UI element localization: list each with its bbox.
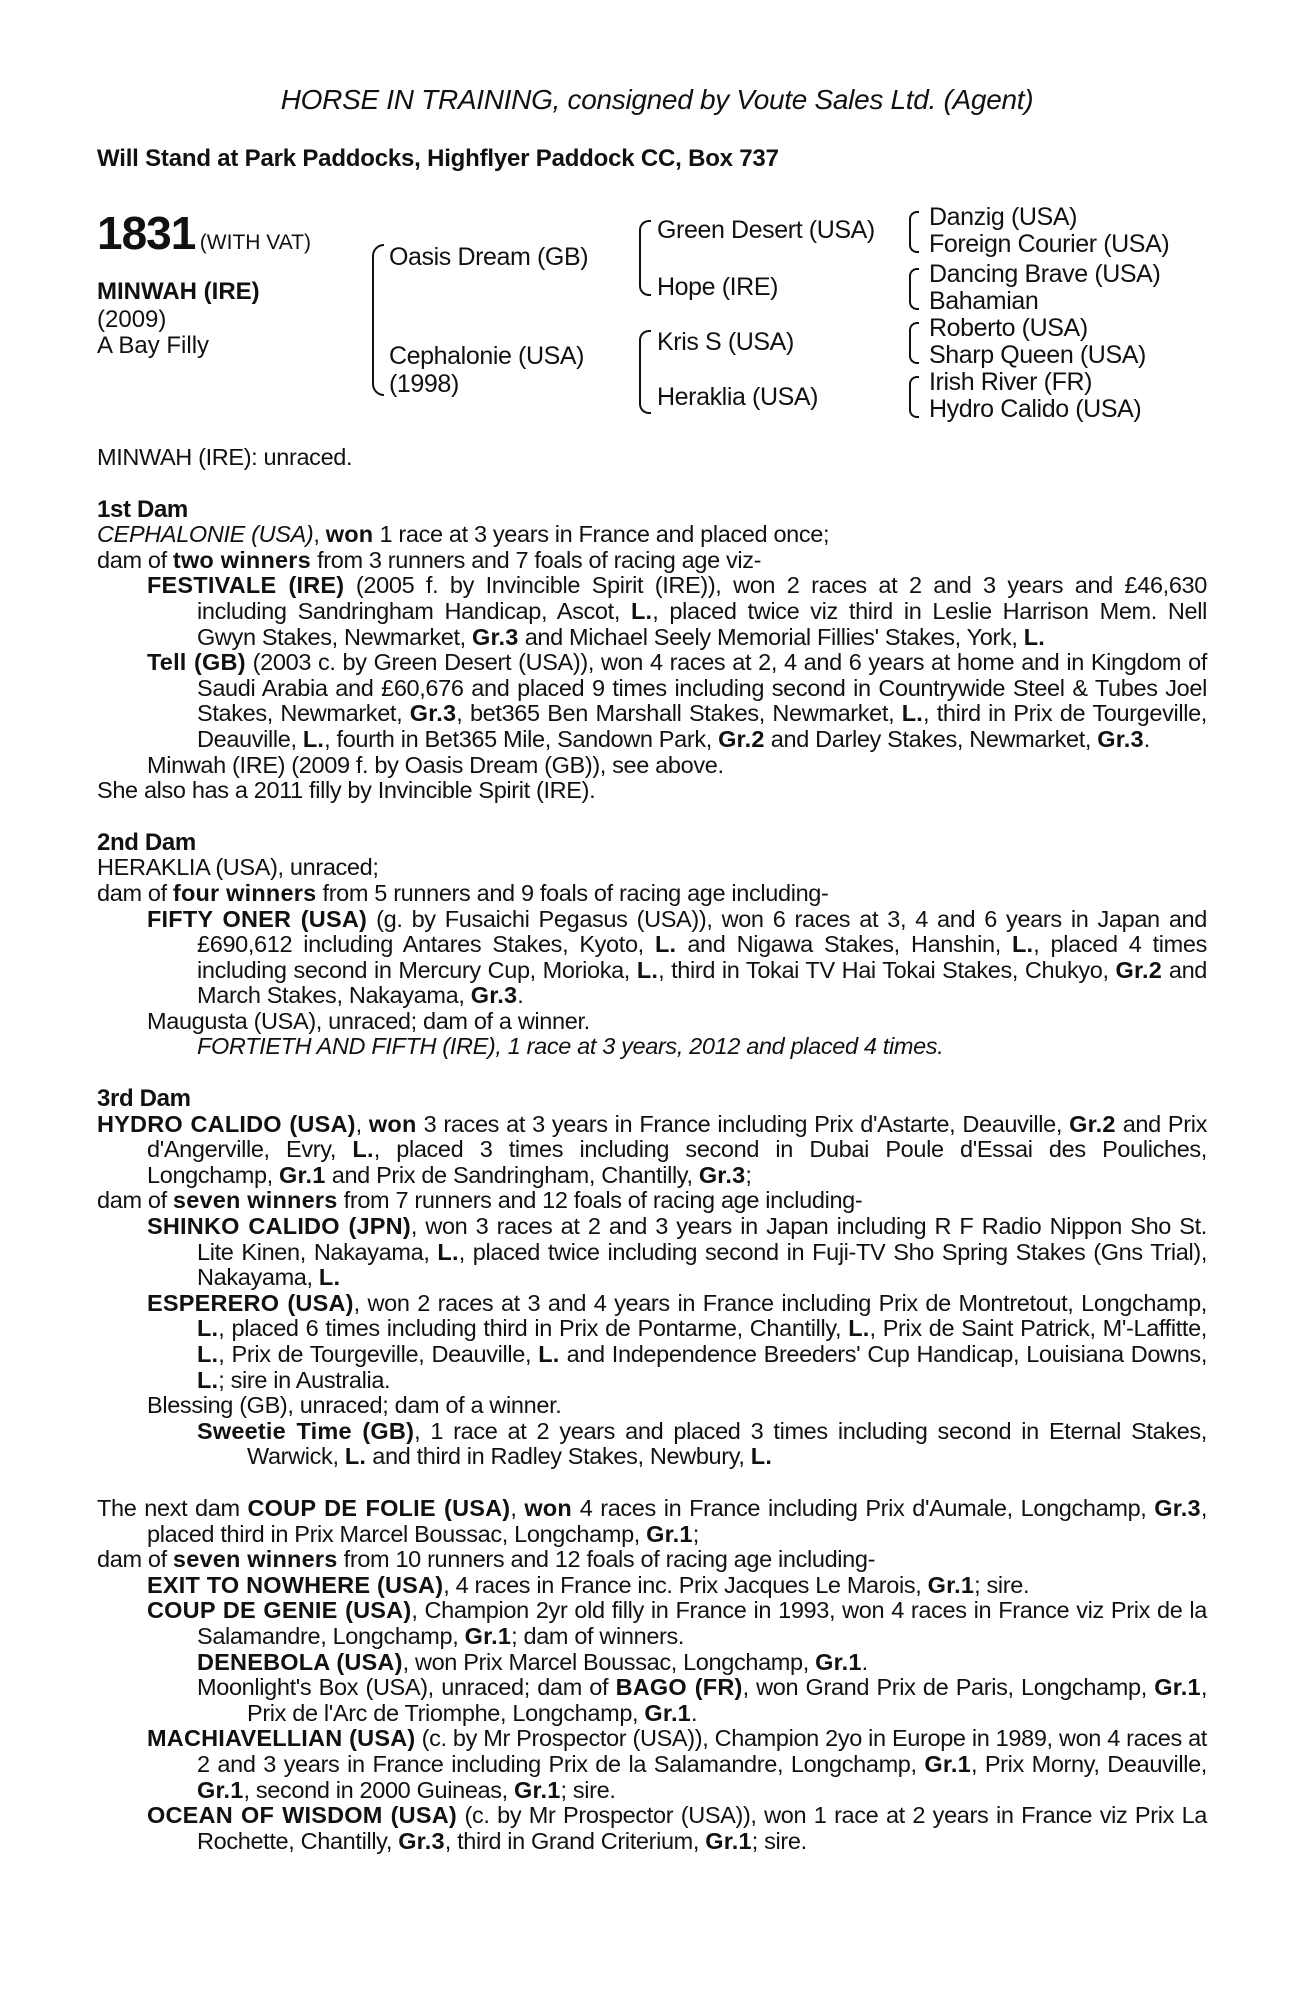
progeny-tell: Tell (GB) (2003 c. by Green Desert (USA)), won 4 races at 2, 4 and 6 years at home and in Kingdom of Saudi Arabia and £60,676 and placed 9 times including second in Countrywide Steel & Tubes Joel Stakes, Newmarket, Gr.3, bet365 Ben Marshall Stakes, Newmarket, L., third in Prix de Tourgeville, Deauville, L., fourth in Bet365 Mile, Sandown Park, Gr.2 and Darley Stakes, Newmarket, Gr.3. [147, 649, 1207, 752]
progeny-esperero: ESPERERO (USA), won 2 races at 3 and 4 years in France including Prix de Montretout, Longchamp, L., placed 6 times including third in Prix de Pontarme, Chantilly, L., Prix de Saint Patrick, M'-Laffitte, L., Prix de Tourgeville, Deauville, L. and Independence Breeders' Cup Handicap, Louisiana Downs, L.; sire in Australia. [147, 1289, 1207, 1393]
progeny-moonlights-box: Moonlight's Box (USA), unraced; dam of BAGO (FR), won Grand Prix de Paris, Longchamp, Gr.1, Prix de l'Arc de Triomphe, Longchamp, Gr.1. [197, 1674, 1207, 1726]
pedigree-sire: Oasis Dream (GB) [389, 243, 589, 271]
third-dam-produce: dam of seven winners from 7 runners and 12 foals of racing age including- [97, 1187, 863, 1214]
progeny-sweetie-time: Sweetie Time (GB), 1 race at 2 years and placed 3 times including second in Eternal Stakes, Warwick, L. and third in Radley Stakes, Newbury, L. [197, 1417, 1207, 1470]
pedigree-g1: Danzig (USA) [929, 203, 1078, 231]
pedigree-brace-g1 [909, 211, 919, 253]
pedigree-sire-sire: Green Desert (USA) [657, 216, 875, 244]
pedigree-brace-g4 [909, 376, 919, 418]
horse-description: A Bay Filly [97, 332, 210, 359]
progeny-blessing: Blessing (GB), unraced; dam of a winner. [147, 1392, 562, 1419]
horse-name: MINWAH (IRE) [97, 278, 260, 305]
progeny-denebola: DENEBOLA (USA), won Prix Marcel Boussac, Longchamp, Gr.1. [197, 1648, 868, 1675]
progeny-ocean-of-wisdom: OCEAN OF WISDOM (USA) (c. by Mr Prospector (USA)), won 1 race at 2 years in France viz Prix La Rochette, Chantilly, Gr.3, third in Grand Criterium, Gr.1; sire. [147, 1802, 1208, 1854]
pedigree-brace-dam [639, 330, 651, 414]
progeny-2011-filly: She also has a 2011 filly by Invincible Spirit (IRE). [97, 777, 596, 804]
lot-heading [97, 206, 311, 260]
third-dam-record: HYDRO CALIDO (USA), won 3 races at 3 years in France including Prix d'Astarte, Deauville, Gr.2 and Prix d'Angerville, Evry, L., placed 3 times including second in Dubai Poule d'Essai des Pouliches, Longchamp, Gr.1 and Prix de Sandringham, Chantilly, Gr.3; [97, 1110, 1208, 1188]
first-dam-record: CEPHALONIE (USA), won 1 race at 3 years in France and placed once; [97, 521, 830, 548]
pedigree-dam-year: (1998) [389, 370, 459, 398]
pedigree-g4: Bahamian [929, 287, 1039, 315]
next-dam-record: The next dam COUP DE FOLIE (USA), won 4 races in France including Prix d'Aumale, Longchamp, Gr.3, placed third in Prix Marcel Boussac, Longchamp, Gr.1; [97, 1494, 1207, 1547]
catalogue-body [97, 445, 1207, 1854]
progeny-exit-to-nowhere: EXIT TO NOWHERE (USA), 4 races in France inc. Prix Jacques Le Marois, Gr.1; sire. [147, 1571, 1030, 1598]
pedigree-dam: Cephalonie (USA) [389, 342, 585, 370]
pedigree-g2: Foreign Courier (USA) [929, 230, 1170, 258]
pedigree-g8: Hydro Calido (USA) [929, 395, 1142, 423]
pedigree-brace-sire [639, 220, 651, 296]
stand-location: Will Stand at Park Paddocks, Highflyer Paddock CC, Box 737 [97, 145, 779, 172]
progeny-minwah: Minwah (IRE) (2009 f. by Oasis Dream (GB)), see above. [147, 751, 724, 778]
second-dam-record: HERAKLIA (USA), unraced; [97, 854, 379, 881]
third-dam-heading: 3rd Dam [97, 1085, 191, 1113]
lot-vat: (WITH VAT) [199, 231, 311, 254]
progeny-shinko-calido: SHINKO CALIDO (JPN), won 3 races at 2 and 3 years in Japan including R F Radio Nippon Sho St. Lite Kinen, Nakayama, L., placed twice including second in Fuji-TV Sho Spring Stakes (Gns Trial), Nakayama, L. [147, 1213, 1208, 1291]
pedigree-sire-dam: Hope (IRE) [657, 273, 779, 301]
next-dam-produce: dam of seven winners from 10 runners and 12 foals of racing age including- [97, 1546, 876, 1573]
second-dam-heading: 2nd Dam [97, 828, 196, 856]
pedigree-brace-main [372, 244, 384, 396]
progeny-festivale: FESTIVALE (IRE) (2005 f. by Invincible Spirit (IRE)), won 2 races at 2 and 3 years and £46,630 including Sandringham Handicap, Ascot, L., placed twice viz third in Leslie Harrison Mem. Nell Gwyn Stakes, Newmarket, Gr.3 and Michael Seely Memorial Fillies' Stakes, York, L. [147, 572, 1207, 650]
pedigree-g5: Roberto (USA) [929, 314, 1088, 342]
pedigree-g7: Irish River (FR) [929, 368, 1093, 396]
page-title: HORSE IN TRAINING, consigned by Voute Sales Ltd. (Agent) [280, 84, 1034, 115]
pedigree-dam-dam: Heraklia (USA) [657, 383, 819, 411]
first-dam-heading: 1st Dam [97, 495, 188, 523]
lot-number: 1831 [97, 207, 196, 259]
pedigree-brace-g2 [909, 268, 919, 310]
progeny-maugusta: Maugusta (USA), unraced; dam of a winner. [147, 1007, 590, 1034]
progeny-machiavellian: MACHIAVELLIAN (USA) (c. by Mr Prospector (USA)), Champion 2yo in Europe in 1989, won 4 races at 2 and 3 years in France including Prix de la Salamandre, Longchamp, Gr.1, Prix Morny, Deauville, Gr.1, second in 2000 Guineas, Gr.1; sire. [147, 1725, 1207, 1803]
second-dam-produce: dam of four winners from 5 runners and 9 foals of racing age including- [97, 879, 829, 906]
progeny-coup-de-genie: COUP DE GENIE (USA), Champion 2yr old filly in France in 1993, won 4 races in France viz Prix de la Salamandre, Longchamp, Gr.1; dam of winners. [147, 1597, 1207, 1649]
pedigree-g3: Dancing Brave (USA) [929, 260, 1161, 288]
progeny-fifty-oner: FIFTY ONER (USA) (g. by Fusaichi Pegasus (USA)), won 6 races at 3, 4 and 6 years in Japan and £690,612 including Antares Stakes, Kyoto, L. and Nigawa Stakes, Hanshin, L., placed 4 times including second in Mercury Cup, Morioka, L., third in Tokai TV Hai Tokai Stakes, Chukyo, Gr.2 and March Stakes, Nakayama, Gr.3. [147, 905, 1208, 1009]
progeny-fortieth-and-fifth: FORTIETH AND FIFTH (IRE), 1 race at 3 years, 2012 and placed 4 times. [197, 1033, 944, 1060]
horse-year: (2009) [97, 306, 167, 333]
summary-line: MINWAH (IRE): unraced. [97, 444, 353, 470]
pedigree-brace-g3 [909, 322, 919, 364]
pedigree-g6: Sharp Queen (USA) [929, 341, 1146, 369]
first-dam-produce: dam of two winners from 3 runners and 7 foals of racing age viz- [97, 546, 762, 573]
pedigree-dam-sire: Kris S (USA) [657, 328, 794, 356]
